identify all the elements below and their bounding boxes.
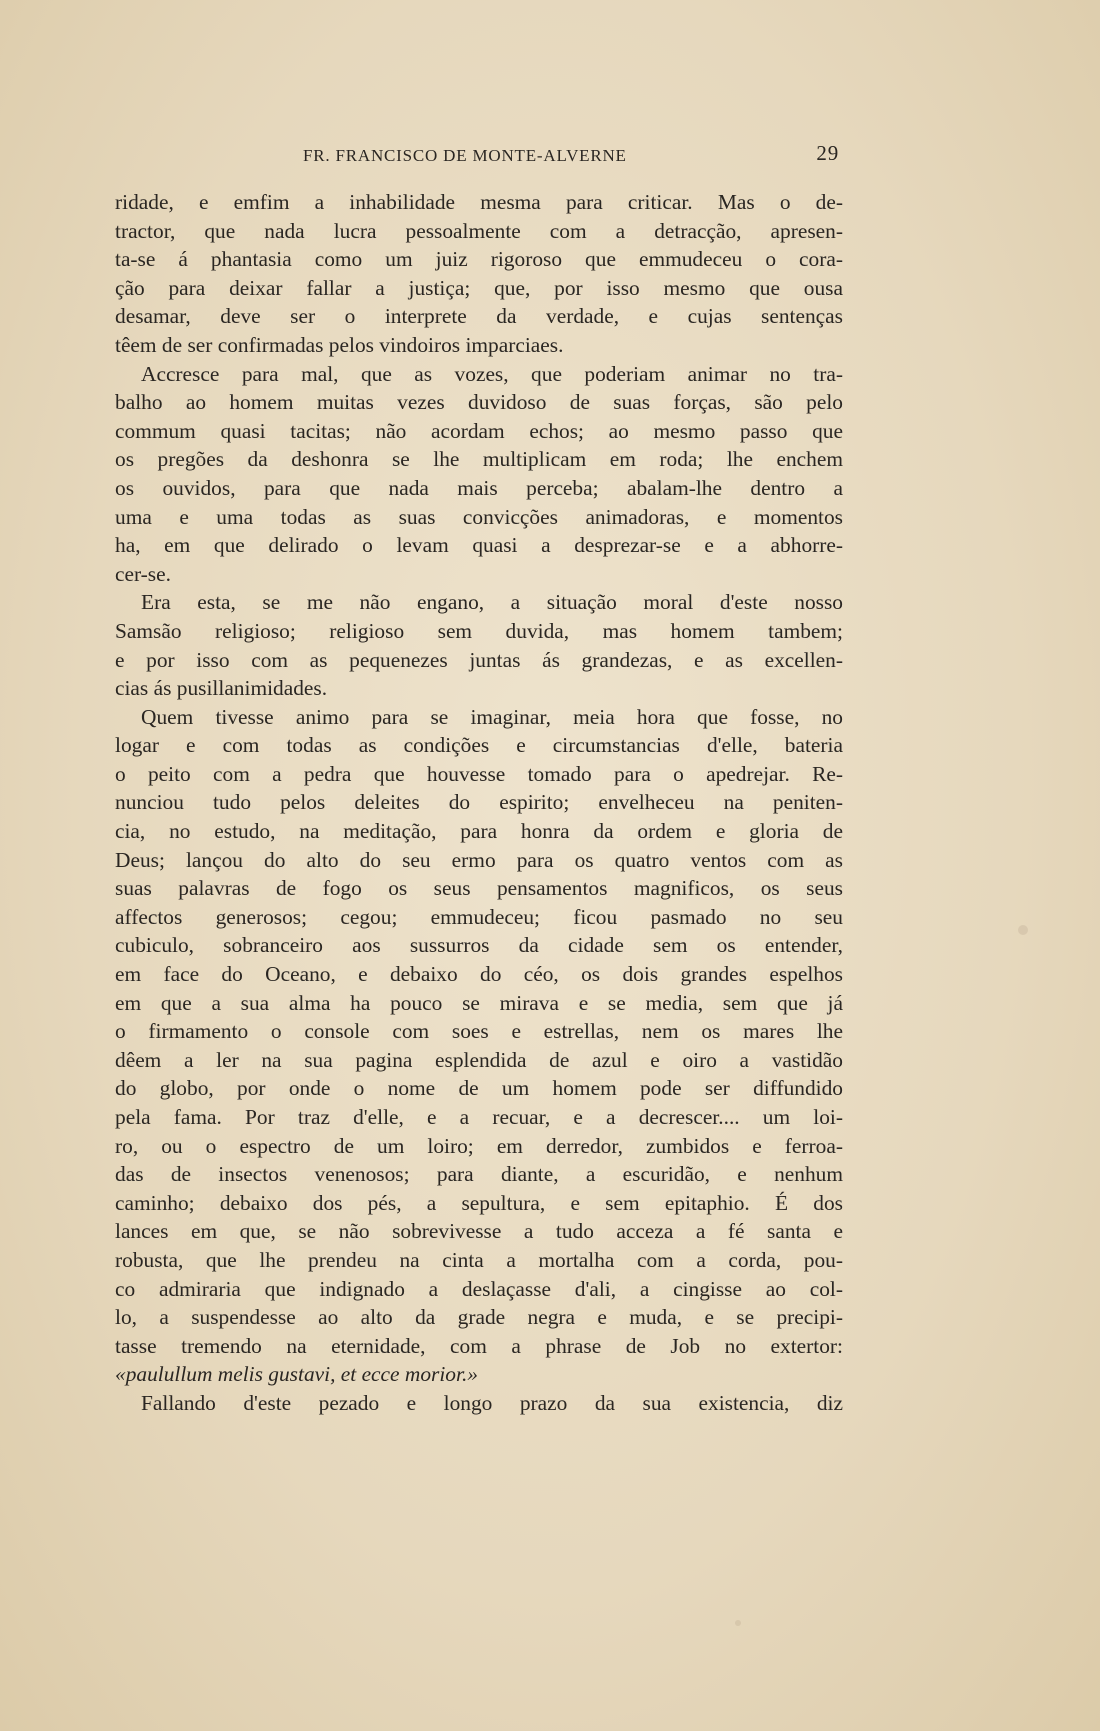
text-line: Deus; lançou do alto do seu ermo para os quatro ventos com as (115, 847, 843, 872)
text-line: tractor, que nada lucra pessoalmente com a detracção, apresen- (115, 218, 843, 243)
text-line: robusta, que lhe prendeu na cinta a mortalha com a corda, pou- (115, 1247, 843, 1272)
text-line: ro, ou o espectro de um loiro; em derredor, zumbidos e ferroa- (115, 1133, 843, 1158)
text-line: dêem a ler na sua pagina esplendida de azul e oiro a vastidão (115, 1047, 843, 1072)
running-title: FR. FRANCISCO DE MONTE-ALVERNE (303, 146, 627, 165)
text-line: co admiraria que indignado a deslaçasse d'ali, a cingisse ao col- (115, 1276, 843, 1301)
latin-quote-line: «paulullum melis gustavi, et ecce morior.» (115, 1362, 478, 1387)
text-line: Fallando d'este pezado e longo prazo da sua existencia, diz (141, 1390, 843, 1415)
text-line: nunciou tudo pelos deleites do espirito; envelheceu na peniten- (115, 790, 843, 815)
text-line: os pregões da deshonra se lhe multiplicam em roda; lhe enchem (115, 447, 843, 472)
text-line: Samsão religioso; religioso sem duvida, mas homem tambem; (115, 618, 843, 643)
text-line: em face do Oceano, e debaixo do céo, os dois grandes espelhos (115, 962, 843, 987)
text-line: commum quasi tacitas; não acordam echos; ao mesmo passo que (115, 418, 843, 443)
text-line: em que a sua alma ha pouco se mirava e se media, sem que já (115, 990, 843, 1015)
text-line: ha, em que delirado o levam quasi a desprezar-se e a abhorre- (115, 533, 843, 558)
text-line: os ouvidos, para que nada mais perceba; abalam-lhe dentro a (115, 475, 843, 500)
text-line: lo, a suspendesse ao alto da grade negra e muda, e se precipi- (115, 1305, 843, 1330)
page-number: 29 (816, 141, 839, 165)
text-line: uma e uma todas as suas convicções animadoras, e momentos (115, 504, 843, 529)
text-line: têem de ser confirmadas pelos vindoiros imparciaes. (115, 332, 564, 357)
text-line: Quem tivesse animo para se imaginar, meia hora que fosse, no (141, 704, 843, 729)
text-line: Accresce para mal, que as vozes, que poderiam animar no tra- (141, 361, 843, 386)
text-line: ção para deixar fallar a justiça; que, por isso mesmo que ousa (115, 275, 843, 300)
text-line: suas palavras de fogo os seus pensamentos magnificos, os seus (115, 876, 843, 901)
text-line: tasse tremendo na eternidade, com a phrase de Job no extertor: (115, 1333, 843, 1358)
text-line: caminho; debaixo dos pés, a sepultura, e sem epitaphio. É dos (115, 1190, 843, 1215)
text-line: lances em que, se não sobrevivesse a tudo acceza a fé santa e (115, 1219, 843, 1244)
text-line: affectos generosos; cegou; emmudeceu; ficou pasmado no seu (115, 904, 843, 929)
text-line: o firmamento o console com soes e estrellas, nem os mares lhe (115, 1019, 843, 1044)
text-line: das de insectos venenosos; para diante, a escuridão, e nenhum (115, 1162, 843, 1187)
text-line: pela fama. Por traz d'elle, e a recuar, e a decrescer.... um loi- (115, 1105, 843, 1129)
text-line: logar e com todas as condições e circumstancias d'elle, bateria (115, 733, 843, 758)
paper-stain (1018, 925, 1028, 935)
paper-stain (735, 1620, 741, 1626)
running-head (115, 141, 843, 176)
text-line: cer-se. (115, 561, 171, 586)
text-line: ridade, e emfim a inhabilidade mesma para criticar. Mas o de- (115, 190, 843, 214)
text-line: do globo, por onde o nome de um homem pode ser diffundido (115, 1076, 843, 1101)
text-line: e por isso com as pequenezes juntas ás grandezas, e as excellen- (115, 647, 843, 672)
text-line: o peito com a pedra que houvesse tomado para o apedrejar. Re- (115, 761, 843, 786)
text-line: desamar, deve ser o interprete da verdade, e cujas sentenças (115, 304, 843, 329)
text-line: Era esta, se me não engano, a situação moral d'este nosso (141, 590, 843, 615)
body-text (115, 188, 843, 1418)
text-line: cubiculo, sobranceiro aos sussurros da cidade sem os entender, (115, 933, 843, 958)
text-line: cias ás pusillanimidades. (115, 676, 328, 701)
text-line: ta-se á phantasia como um juiz rigoroso que emmudeceu o cora- (115, 247, 843, 272)
text-line: cia, no estudo, na meditação, para honra da ordem e gloria de (115, 819, 843, 844)
text-line: balho ao homem muitas vezes duvidoso de suas forças, são pelo (115, 390, 843, 415)
